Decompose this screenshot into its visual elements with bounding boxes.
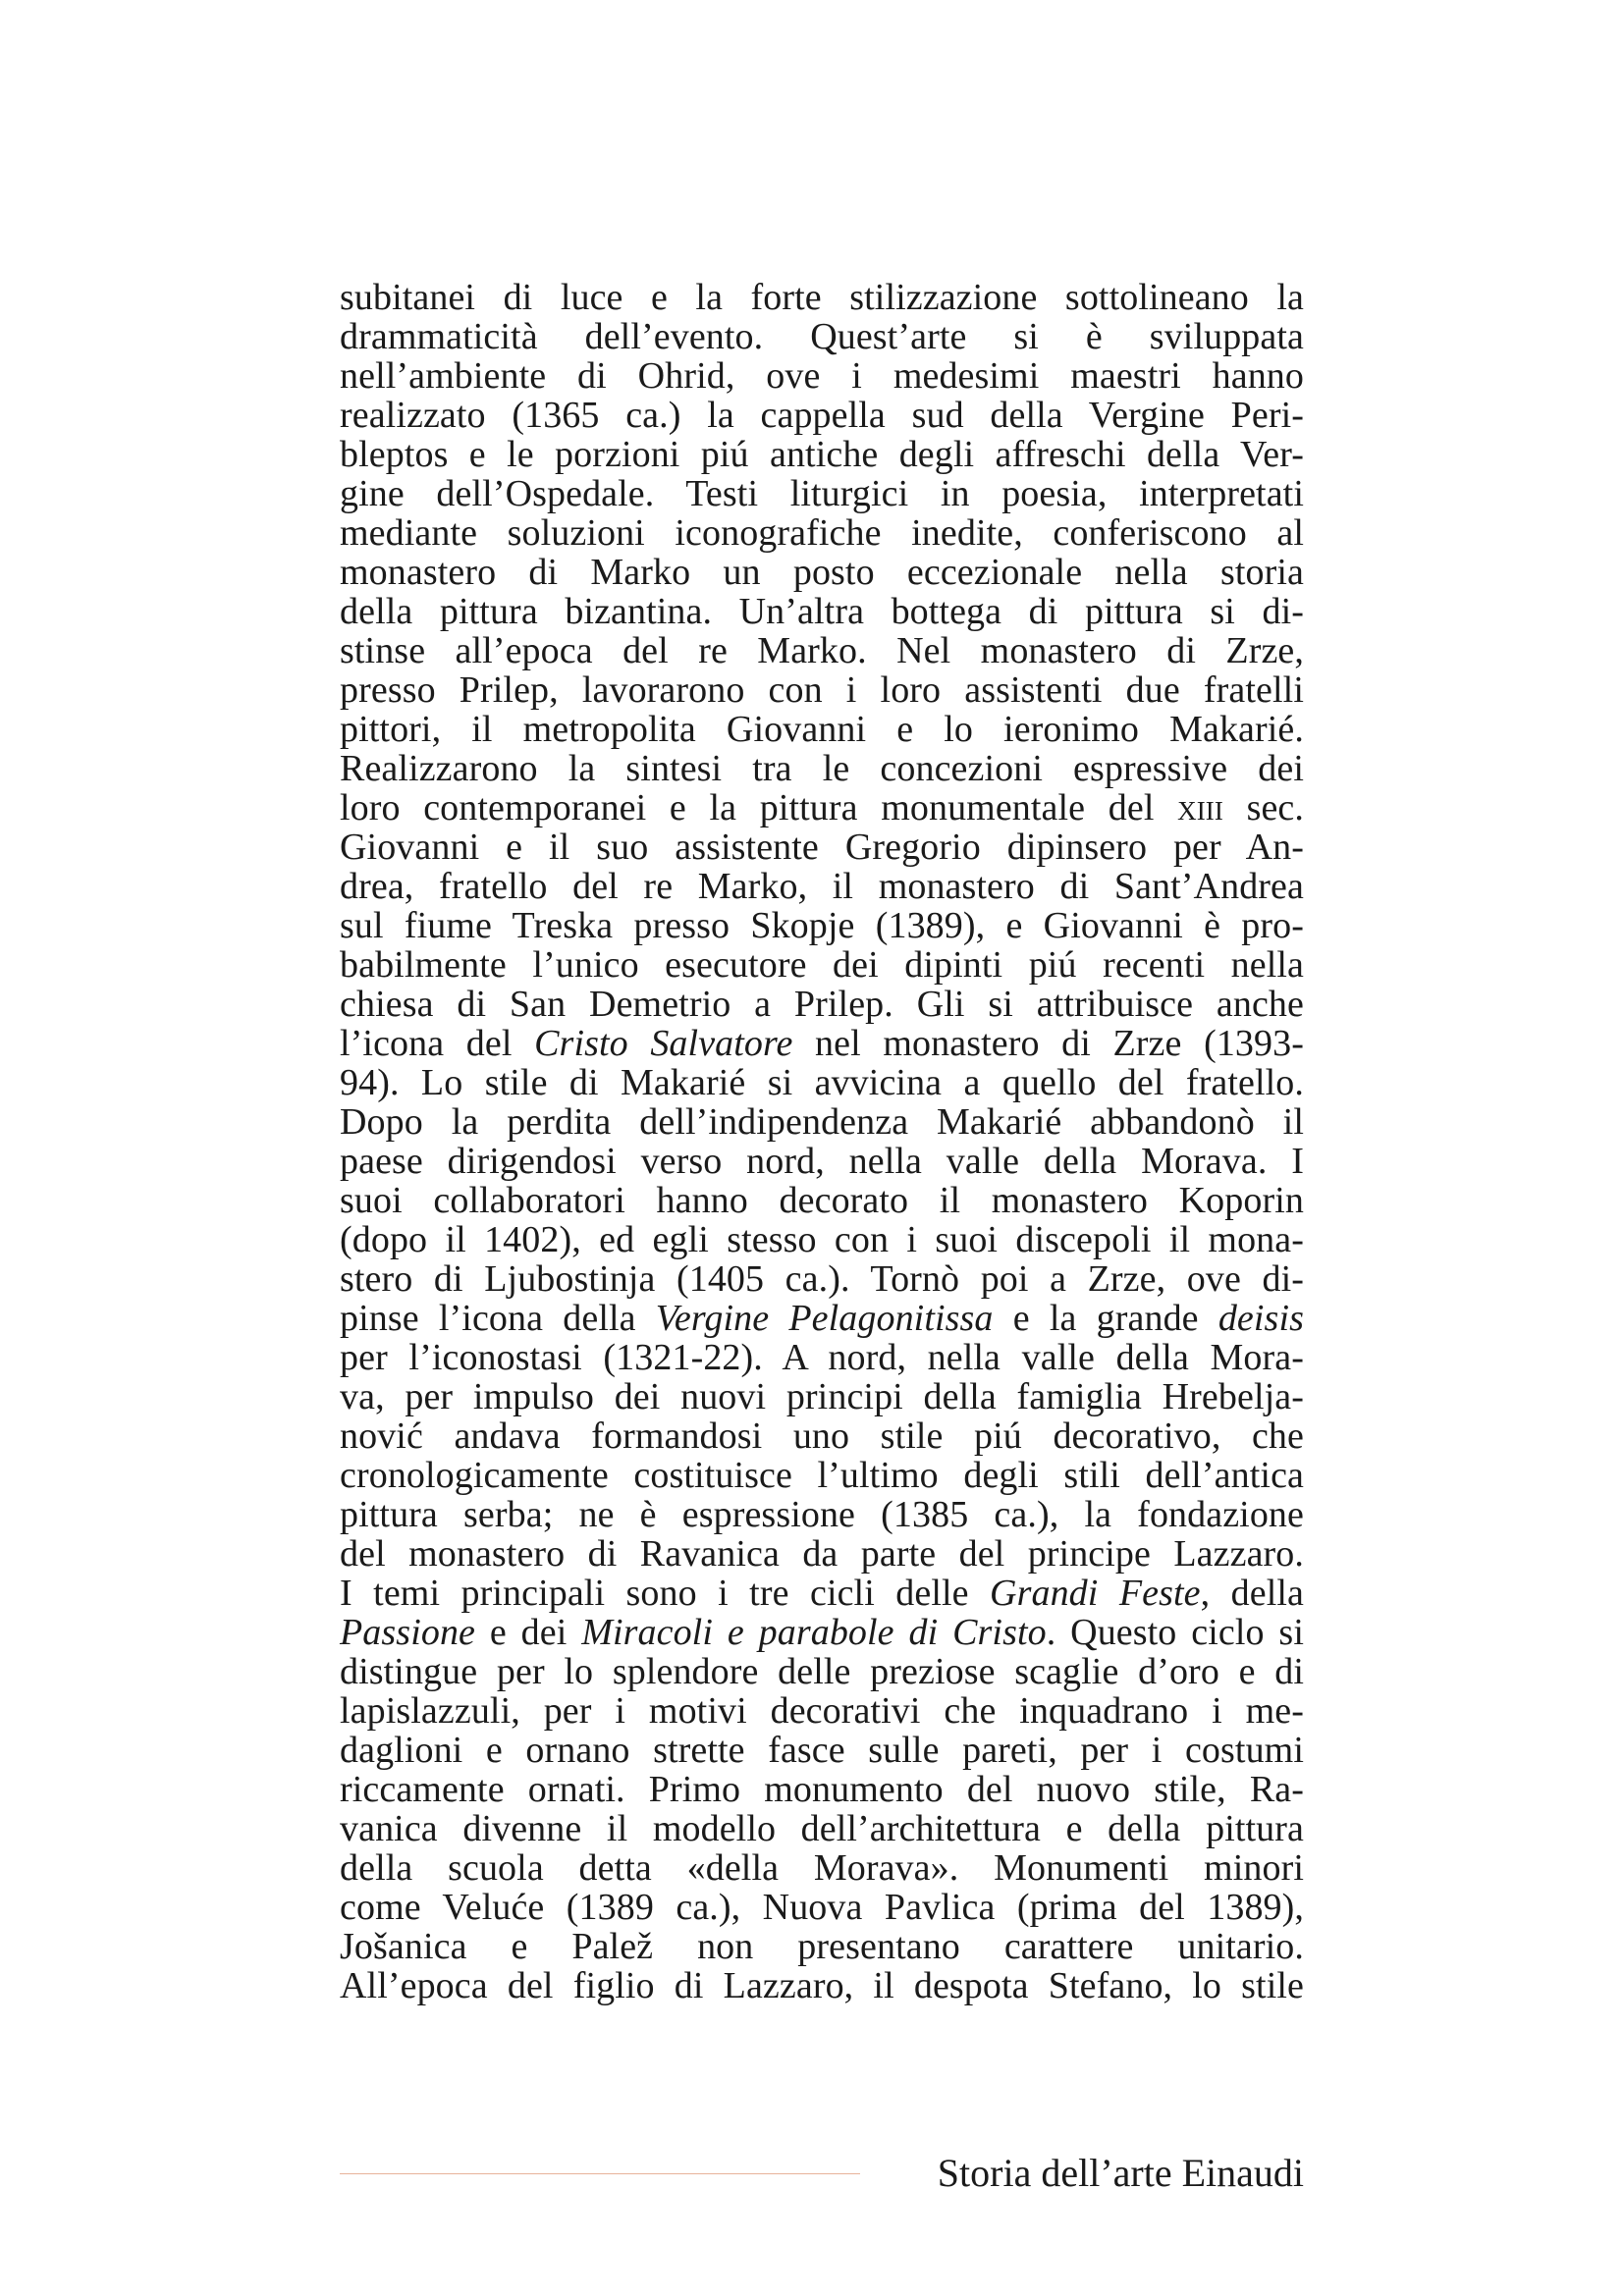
italic-title: Passione <box>340 1612 476 1653</box>
text-run: nel monastero di Zrze (1393- <box>792 1023 1304 1064</box>
text-run: nović andava formandosi uno stile piú decorativo, che <box>340 1415 1304 1457</box>
text-run: del monastero di Ravanica da parte del principe Lazzaro. <box>340 1533 1304 1575</box>
text-run: babilmente l’unico esecutore dei dipinti piú recenti nella <box>340 944 1304 986</box>
text-line <box>340 1063 1304 1102</box>
text-run: All’epoca del figlio di Lazzaro, il despota Stefano, lo stile <box>340 1965 1304 2006</box>
text-line <box>340 1259 1304 1299</box>
text-run: della scuola detta «della Morava». Monumenti minori <box>340 1847 1304 1889</box>
text-line <box>340 670 1304 710</box>
text-run: . Questo ciclo si <box>1046 1612 1304 1653</box>
text-run: distingue per lo splendore delle preziose scaglie d’oro e di <box>340 1651 1304 1692</box>
text-run: vanica divenne il modello dell’architettura e della pittura <box>340 1808 1304 1849</box>
text-line <box>340 1220 1304 1259</box>
text-line <box>340 1574 1304 1613</box>
text-run: Giovanni e il suo assistente Gregorio dipinsero per An- <box>340 827 1304 868</box>
text-line <box>340 356 1304 396</box>
text-run: va, per impulso dei nuovi principi della famiglia Hrebelja- <box>340 1376 1304 1417</box>
text-line <box>340 435 1304 474</box>
text-line <box>340 513 1304 553</box>
text-line <box>340 1731 1304 1770</box>
text-line <box>340 867 1304 906</box>
text-run: e dei <box>475 1612 582 1653</box>
text-line <box>340 710 1304 749</box>
text-run: gine dell’Ospedale. Testi liturgici in poesia, interpretati <box>340 473 1304 514</box>
text-line <box>340 278 1304 317</box>
text-line <box>340 317 1304 356</box>
text-line <box>340 1299 1304 1338</box>
text-line <box>340 1338 1304 1377</box>
text-run: chiesa di San Demetrio a Prilep. Gli si attribuisce anche <box>340 984 1304 1025</box>
text-run: Dopo la perdita dell’indipendenza Makarié abbandonò il <box>340 1101 1304 1143</box>
text-run: nell’ambiente di Ohrid, ove i medesimi maestri hanno <box>340 355 1304 397</box>
text-run: , della <box>1200 1573 1304 1614</box>
text-run: (dopo il 1402), ed egli stesso con i suoi discepoli il mona- <box>340 1219 1304 1260</box>
text-run: suoi collaboratori hanno decorato il monastero Koporin <box>340 1180 1304 1221</box>
text-line <box>340 1652 1304 1691</box>
text-run: sec. <box>1222 787 1304 828</box>
text-line <box>340 1770 1304 1809</box>
text-line <box>340 1809 1304 1848</box>
italic-title: deisis <box>1217 1298 1304 1339</box>
text-line <box>340 1416 1304 1456</box>
text-run: riccamente ornati. Primo monumento del nuovo stile, Ra- <box>340 1769 1304 1810</box>
text-line <box>340 1927 1304 1966</box>
text-run: subitanei di luce e la forte stilizzazione sottolineano la <box>340 277 1304 318</box>
text-run: per l’iconostasi (1321-22). A nord, nella valle della Mora- <box>340 1337 1304 1378</box>
italic-title: Cristo Salvatore <box>534 1023 793 1064</box>
text-line <box>340 749 1304 788</box>
text-run: l’icona del <box>340 1023 535 1064</box>
text-run: mediante soluzioni iconografiche inedite, conferiscono al <box>340 512 1304 554</box>
italic-title: Vergine Pelagonitissa <box>655 1298 994 1339</box>
text-run: della pittura bizantina. Un’altra bottega di pittura si di- <box>340 591 1304 632</box>
text-run: presso Prilep, lavorarono con i loro assistenti due fratelli <box>340 669 1304 711</box>
text-run: bleptos e le porzioni piú antiche degli affreschi della Ver- <box>340 434 1304 475</box>
text-line <box>340 1534 1304 1574</box>
text-run: pinse l’icona della <box>340 1298 656 1339</box>
text-run: drammaticità dell’evento. Quest’arte si è sviluppata <box>340 316 1304 357</box>
text-line <box>340 828 1304 867</box>
text-line <box>340 1142 1304 1181</box>
text-run: Jošanica e Palež non presentano carattere unitario. <box>340 1926 1304 1967</box>
text-run: sul fiume Treska presso Skopje (1389), e Giovanni è pro- <box>340 905 1304 946</box>
text-line <box>340 985 1304 1024</box>
text-line <box>340 906 1304 945</box>
text-line <box>340 553 1304 592</box>
text-run: Realizzarono la sintesi tra le concezioni espressive dei <box>340 748 1304 789</box>
text-run: daglioni e ornano strette fasce sulle pareti, per i costumi <box>340 1730 1304 1771</box>
text-run: paese dirigendosi verso nord, nella valle della Morava. I <box>340 1141 1304 1182</box>
roman-numeral: xiii <box>1177 787 1223 828</box>
text-line <box>340 1888 1304 1927</box>
text-line <box>340 1181 1304 1220</box>
text-run: e la grande <box>993 1298 1218 1339</box>
footer-divider <box>340 2173 860 2174</box>
text-line <box>340 1613 1304 1652</box>
text-line <box>340 945 1304 985</box>
text-line <box>340 396 1304 435</box>
text-run: come Veluće (1389 ca.), Nuova Pavlica (prima del 1389), <box>340 1887 1304 1928</box>
text-run: monastero di Marko un posto eccezionale nella storia <box>340 552 1304 593</box>
text-line <box>340 1024 1304 1063</box>
text-line <box>340 1102 1304 1142</box>
text-run: realizzato (1365 ca.) la cappella sud della Vergine Peri- <box>340 395 1304 436</box>
text-run: cronologicamente costituisce l’ultimo degli stili dell’antica <box>340 1455 1304 1496</box>
text-run: drea, fratello del re Marko, il monastero di Sant’Andrea <box>340 866 1304 907</box>
text-run: I temi principali sono i tre cicli delle <box>340 1573 991 1614</box>
italic-title: Grandi Feste <box>990 1573 1201 1614</box>
text-run: pittura serba; ne è espressione (1385 ca.), la fondazione <box>340 1494 1304 1535</box>
text-line <box>340 1377 1304 1416</box>
text-run: lapislazzuli, per i motivi decorativi che inquadrano i me- <box>340 1690 1304 1732</box>
text-line <box>340 1495 1304 1534</box>
text-run: 94). Lo stile di Makarié si avvicina a quello del fratello. <box>340 1062 1304 1103</box>
text-run: loro contemporanei e la pittura monumentale del <box>340 787 1178 828</box>
text-run: stero di Ljubostinja (1405 ca.). Tornò poi a Zrze, ove di- <box>340 1258 1304 1300</box>
text-line <box>340 1966 1304 2005</box>
text-line <box>340 592 1304 631</box>
text-line <box>340 788 1304 828</box>
text-line <box>340 1456 1304 1495</box>
text-run: stinse all’epoca del re Marko. Nel monastero di Zrze, <box>340 630 1304 671</box>
text-run: pittori, il metropolita Giovanni e lo ieronimo Makarié. <box>340 709 1304 750</box>
text-line <box>340 631 1304 670</box>
text-line <box>340 1691 1304 1731</box>
italic-title: Miracoli e parabole di Cristo <box>581 1612 1047 1653</box>
text-line <box>340 474 1304 513</box>
running-footer-title: Storia dell’arte Einaudi <box>937 2151 1304 2195</box>
body-text <box>340 278 1304 2005</box>
text-line <box>340 1848 1304 1888</box>
